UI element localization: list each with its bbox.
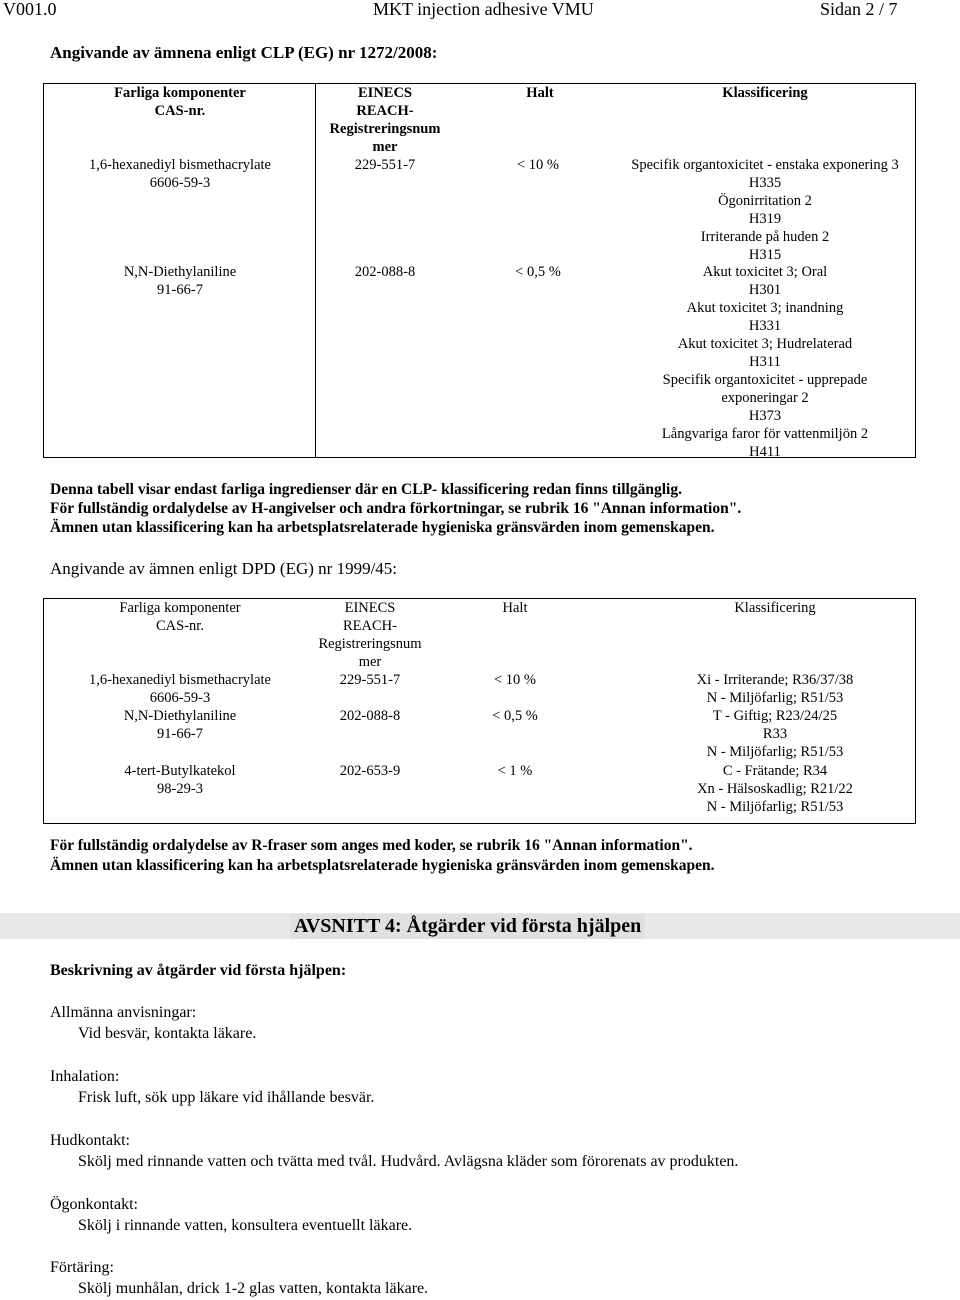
clp-header-component: Farliga komponenter CAS-nr. <box>114 85 246 119</box>
clp-header-halt: Halt <box>526 85 554 101</box>
clp-row-2-component: N,N-Diethylaniline 91-66-7 <box>123 264 237 298</box>
clp-row-1-component: 1,6-hexanediyl bismethacrylate 6606-59-3 <box>89 157 271 191</box>
clp-note-3: Ämnen utan klassificering kan ha arbetsplatsrelaterade hygieniska gränsvärden inom gemenskapen. <box>50 519 715 536</box>
first-aid-skin-text: Skölj med rinnande vatten och tvätta med tvål. Hudvård. Avlägsna kläder som förorenats av produkten. <box>78 1153 739 1170</box>
clp-row-1-einecs: 229-551-7 <box>354 157 416 173</box>
product-name: MKT injection adhesive VMU <box>373 0 594 19</box>
clp-header-klass: Klassificering <box>722 85 808 101</box>
clp-row-2-einecs: 202-088-8 <box>354 264 416 280</box>
first-aid-inhalation-text: Frisk luft, sök upp läkare vid ihållande besvär. <box>78 1089 375 1106</box>
first-aid-eye-label: Ögonkontakt: <box>50 1196 138 1213</box>
dpd-header-halt: Halt <box>502 600 528 616</box>
dpd-note-2: Ämnen utan klassificering kan ha arbetsplatsrelaterade hygieniska gränsvärden inom gemenskapen. <box>50 857 715 874</box>
first-aid-eye-text: Skölj i rinnande vatten, konsultera eventuellt läkare. <box>78 1217 413 1234</box>
dpd-row-1-component: 1,6-hexanediyl bismethacrylate 6606-59-3 <box>89 672 271 706</box>
clp-notes <box>50 480 741 537</box>
first-aid-skin <box>50 1130 738 1172</box>
dpd-heading: Angivande av ämnen enligt DPD (EG) nr 1999/45: <box>50 559 398 578</box>
first-aid-inhalation-label: Inhalation: <box>50 1068 120 1085</box>
clp-row-2-klass: Akut toxicitet 3; Oral H301 Akut toxicitet 3; inandning H331 Akut toxicitet 3; Hudrelaterad H311 Specifik organtoxicitet - upprepade exponeringar 2 H373 Långvariga faror för vattenmiljön 2 H411 <box>661 264 869 460</box>
clp-heading: Angivande av ämnena enligt CLP (EG) nr 1272/2008: <box>50 43 438 62</box>
dpd-row-1-einecs: 229-551-7 <box>339 672 401 688</box>
dpd-row-1-klass: Xi - Irriterande; R36/37/38 N - Miljöfarlig; R51/53 <box>696 672 854 706</box>
clp-note-2: För fullständig ordalydelse av H-angivelser och andra förkortningar, se rubrik 16 "Annan information". <box>50 500 742 517</box>
first-aid-ingestion-text: Skölj munhålan, drick 1-2 glas vatten, kontakta läkare. <box>78 1280 429 1297</box>
first-aid-general-text: Vid besvär, kontakta läkare. <box>78 1025 257 1042</box>
dpd-row-3-klass: C - Frätande; R34 Xn - Hälsoskadlig; R21/22 N - Miljöfarlig; R51/53 <box>697 763 853 815</box>
first-aid-description-heading: Beskrivning av åtgärder vid första hjälpen: <box>50 962 347 979</box>
dpd-row-2-component: N,N-Diethylaniline 91-66-7 <box>123 708 237 742</box>
clp-row-1-halt: < 10 % <box>516 157 559 173</box>
clp-header-einecs: EINECS REACH- Registreringsnum mer <box>329 85 441 155</box>
first-aid-ingestion <box>50 1257 428 1299</box>
dpd-row-1-halt: < 10 % <box>493 672 536 688</box>
dpd-row-3-halt: < 1 % <box>497 763 533 779</box>
page-number: Sidan 2 / 7 <box>820 0 898 19</box>
dpd-header-klass: Klassificering <box>734 600 816 616</box>
dpd-notes <box>50 836 715 876</box>
first-aid-general <box>50 1002 256 1044</box>
dpd-row-3-component: 4-tert-Butylkatekol 98-29-3 <box>124 763 236 797</box>
dpd-row-3-einecs: 202-653-9 <box>339 763 401 779</box>
dpd-header-component: Farliga komponenter CAS-nr. <box>119 600 241 634</box>
first-aid-general-label: Allmänna anvisningar: <box>50 1004 197 1021</box>
dpd-row-2-halt: < 0,5 % <box>492 708 538 724</box>
section-4-title: AVSNITT 4: Åtgärder vid första hjälpen <box>290 914 645 939</box>
clp-row-1-klass: Specifik organtoxicitet - enstaka exponering 3 H335 Ögonirritation 2 H319 Irriterande på huden 2 H315 <box>631 157 899 263</box>
clp-row-2-halt: < 0,5 % <box>515 264 561 280</box>
dpd-note-1: För fullständig ordalydelse av R-fraser som anges med koder, se rubrik 16 "Annan information". <box>50 837 693 854</box>
first-aid-inhalation <box>50 1066 374 1108</box>
dpd-row-2-klass: T - Giftig; R23/24/25 R33 N - Miljöfarlig; R51/53 <box>706 708 844 760</box>
dpd-header-einecs: EINECS REACH- Registreringsnum mer <box>318 600 422 670</box>
dpd-row-2-einecs: 202-088-8 <box>339 708 401 724</box>
first-aid-eye <box>50 1194 412 1236</box>
clp-note-1: Denna tabell visar endast farliga ingredienser där en CLP- klassificering redan finns tillgänglig. <box>50 481 682 498</box>
first-aid-ingestion-label: Förtäring: <box>50 1259 114 1276</box>
first-aid-skin-label: Hudkontakt: <box>50 1132 130 1149</box>
document-version: V001.0 <box>3 0 57 19</box>
